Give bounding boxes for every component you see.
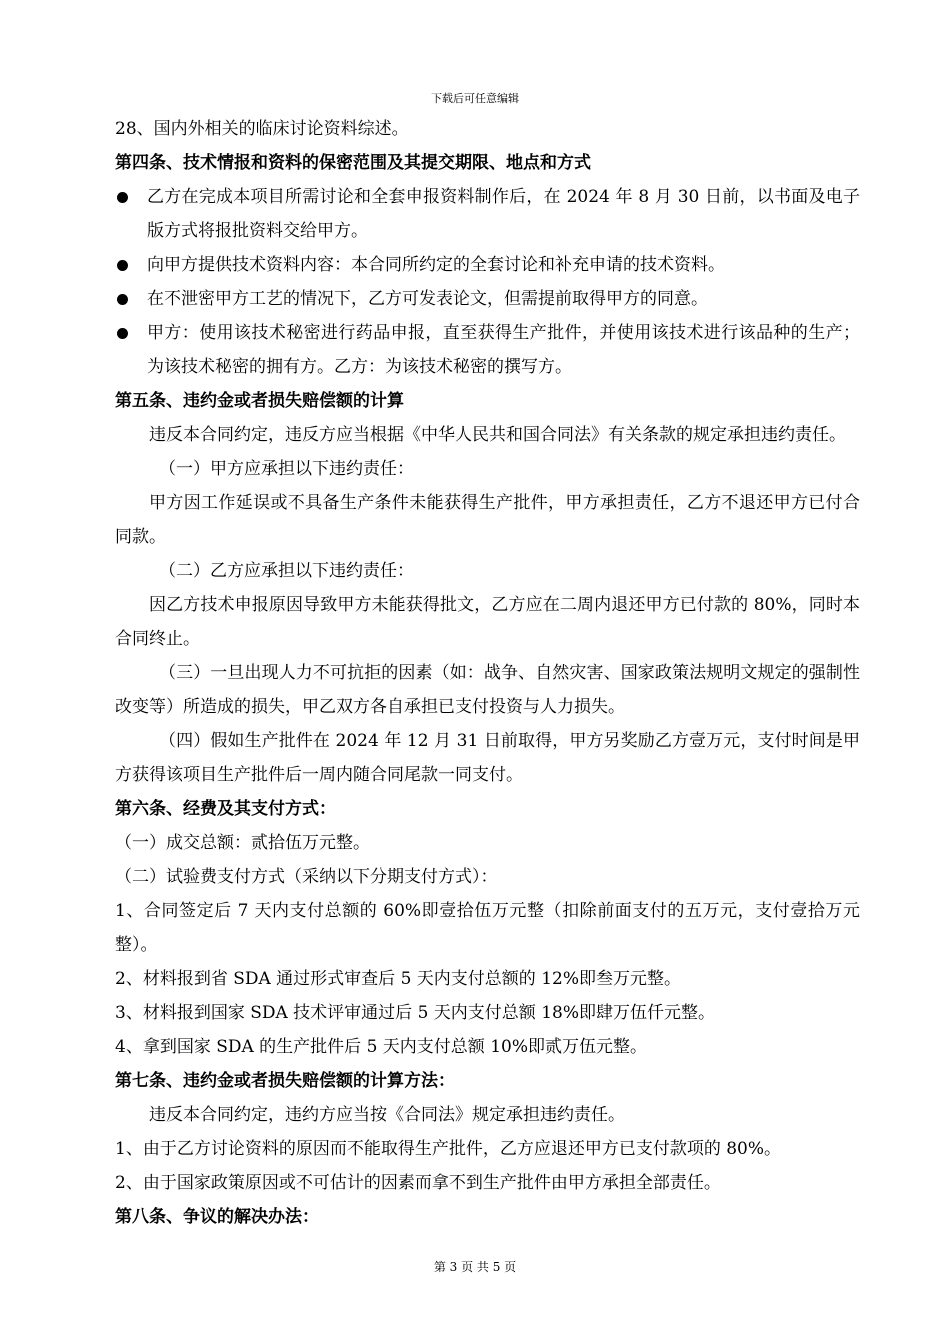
paragraph: 2、材料报到省 SDA 通过形式审查后 5 天内支付总额的 12%即叁万元整。: [115, 969, 681, 989]
paragraph: 1、由于乙方讨论资料的原因而不能取得生产批件，乙方应退还甲方已支付款项的 80%。: [115, 1139, 782, 1159]
bullet-text: 在不泄密甲方工艺的情况下，乙方可发表论文，但需提前取得甲方的同意。: [147, 289, 708, 309]
article-6-heading: 第六条、经费及其支付方式：: [115, 799, 336, 819]
bullet-text: 甲方：使用该技术秘密进行药品申报，直至获得生产批件，并使用该技术进行该品种的生产；为该技术秘密的拥有方。乙方：为该技术秘密的撰写方。: [147, 323, 860, 377]
bullet-dot-icon: [115, 282, 147, 316]
bullet-text: 向甲方提供技术资料内容：本合同所约定的全套讨论和补充申请的技术资料。: [147, 255, 725, 275]
paragraph: 违反本合同约定，违反方应当根据《中华人民共和国合同法》有关条款的规定承担违约责任。: [149, 425, 846, 445]
paragraph: 3、材料报到国家 SDA 技术评审通过后 5 天内支付总额 18%即肆万伍仟元整。: [115, 1003, 715, 1023]
paragraph: （四）假如生产批件在 2024 年 12 月 31 日前取得，甲方另奖励乙方壹万元，支付时间是甲方获得该项目生产批件后一周内随合同尾款一同支付。: [115, 731, 860, 785]
paragraph: 1、合同签定后 7 天内支付总额的 60%即壹拾伍万元整（扣除前面支付的五万元，支付壹拾万元整）。: [115, 901, 860, 955]
article-4-heading: 第四条、技术情报和资料的保密范围及其提交期限、地点和方式: [115, 153, 591, 173]
paragraph: （三）一旦出现人力不可抗拒的因素（如：战争、自然灾害、国家政策法规明文规定的强制性改变等）所造成的损失，甲乙双方各自承担已支付投资与人力损失。: [115, 663, 860, 717]
article-8-heading: 第八条、争议的解决办法：: [115, 1207, 319, 1227]
bullet-item: [115, 180, 860, 248]
article-5-heading: 第五条、违约金或者损失赔偿额的计算: [115, 391, 404, 411]
bullet-item: [115, 248, 860, 282]
paragraph: （二）试验费支付方式（采纳以下分期支付方式）：: [115, 867, 498, 887]
page-footer: 第 3 页 共 5 页: [433, 1260, 517, 1274]
article-7-heading: 第七条、违约金或者损失赔偿额的计算方法：: [115, 1071, 455, 1091]
bullet-item: [115, 316, 860, 384]
bullet-dot-icon: [115, 248, 147, 282]
clause-item-28: 28、国内外相关的临床讨论资料综述。: [115, 119, 409, 139]
page-header: 下载后可任意编辑: [431, 92, 519, 105]
paragraph: 违反本合同约定，违约方应当按《合同法》规定承担违约责任。: [149, 1105, 625, 1125]
bullet-item: [115, 282, 860, 316]
document-body: [115, 112, 860, 1234]
paragraph: （一）甲方应承担以下违约责任：: [159, 459, 414, 479]
paragraph: （一）成交总额：贰拾伍万元整。: [115, 833, 370, 853]
paragraph: （二）乙方应承担以下违约责任：: [159, 561, 414, 581]
bullet-dot-icon: [115, 316, 147, 384]
paragraph: 甲方因工作延误或不具备生产条件未能获得生产批件，甲方承担责任，乙方不退还甲方已付合同款。: [115, 493, 860, 547]
paragraph: 因乙方技术申报原因导致甲方未能获得批文，乙方应在二周内退还甲方已付款的 80%，同时本合同终止。: [115, 595, 860, 649]
bullet-dot-icon: [115, 180, 147, 248]
bullet-text: 乙方在完成本项目所需讨论和全套申报资料制作后，在 2024 年 8 月 30 日前，以书面及电子版方式将报批资料交给甲方。: [147, 187, 860, 241]
paragraph: 2、由于国家政策原因或不可估计的因素而拿不到生产批件由甲方承担全部责任。: [115, 1173, 721, 1193]
paragraph: 4、拿到国家 SDA 的生产批件后 5 天内支付总额 10%即贰万伍元整。: [115, 1037, 647, 1057]
